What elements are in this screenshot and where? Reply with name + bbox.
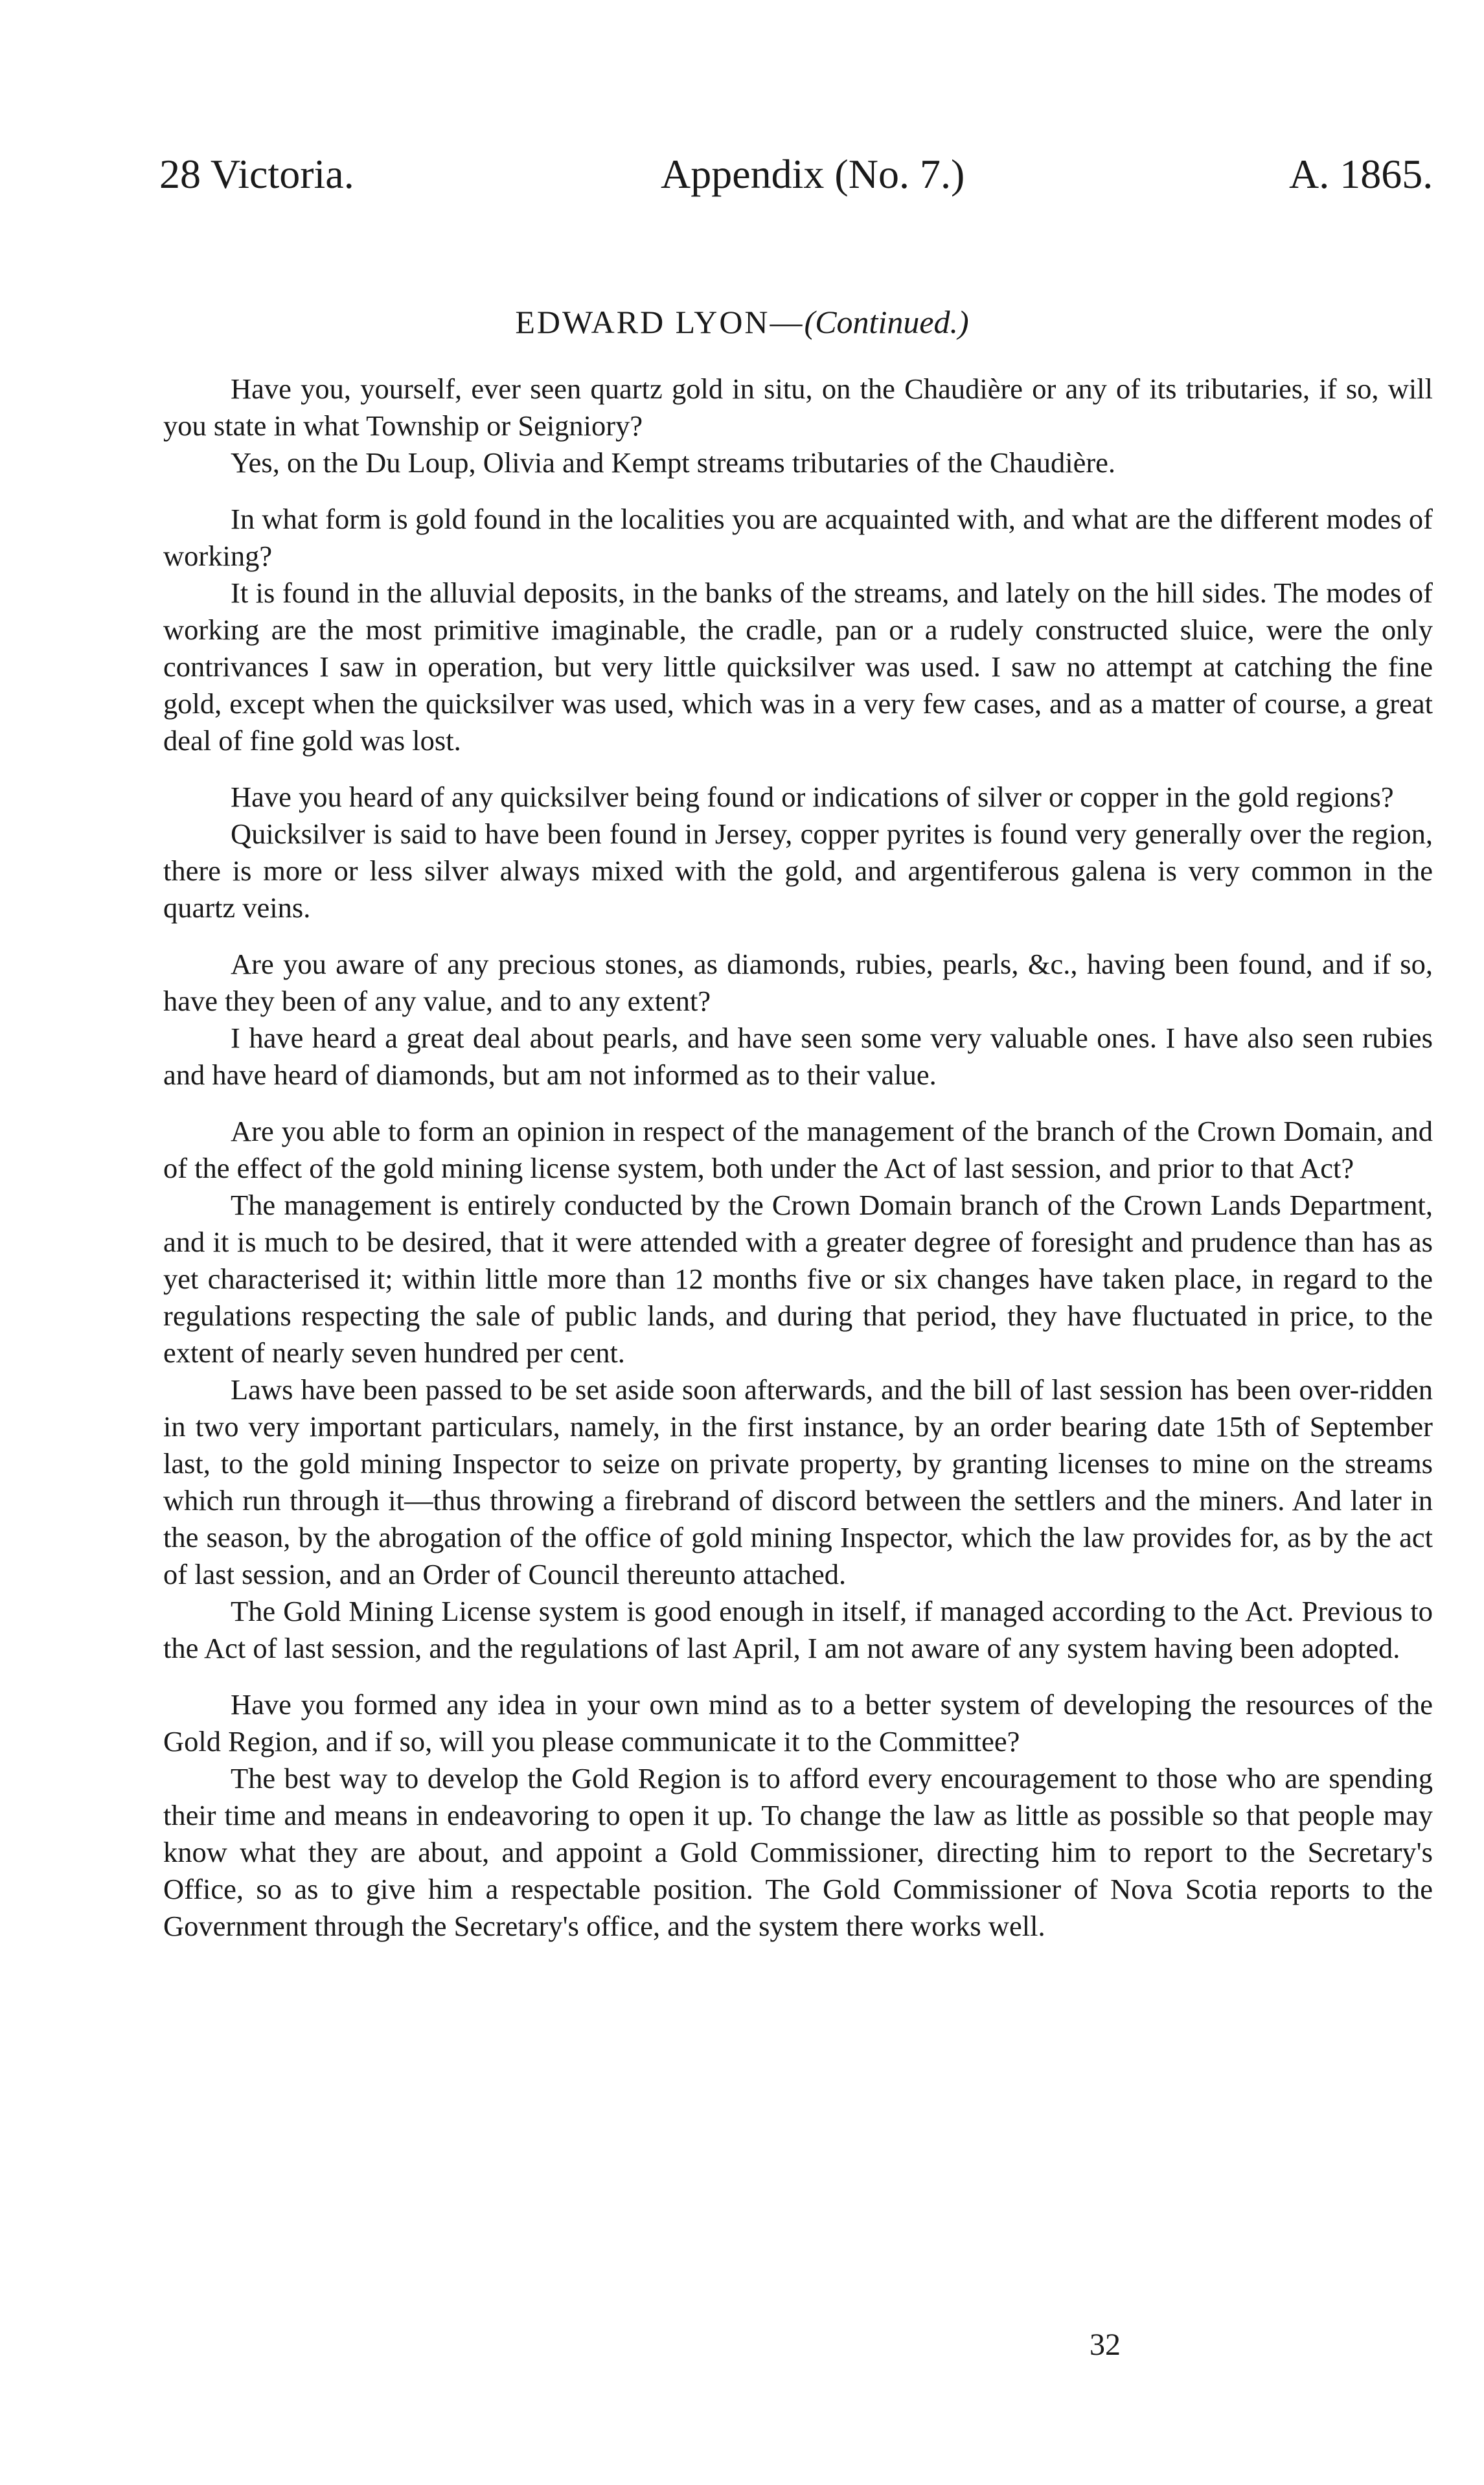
header-appendix: Appendix (No. 7.) (661, 151, 965, 197)
question-paragraph: Are you able to form an opinion in respect of the management of the branch of the Crown Domain, and of the effect of the gold mining license system, both under the Act of last session, and prior to that Act? (163, 1115, 1433, 1184)
answer-paragraph: The Gold Mining License system is good enough in itself, if managed according to the Act. Previous to the Act of last session, and the regulations of last April, I am not aware of any system having been adopted. (163, 1595, 1433, 1664)
question-paragraph: Have you heard of any quicksilver being found or indications of silver or copper in the gold regions? (231, 781, 1394, 813)
running-header (0, 150, 1484, 209)
answer-paragraph: It is found in the alluvial deposits, in the banks of the streams, and lately on the hill sides. The modes of working are the most primitive imaginable, the cradle, pan or a rudely constructed sluice, were the only contrivances I saw in operation, but very little quicksilver was used. I saw no attempt at catching the fine gold, except when the quicksilver was used, which was in a very few cases, and as a matter of course, a great deal of fine gold was lost. (163, 577, 1433, 757)
answer-paragraph: Quicksilver is said to have been found in Jersey, copper pyrites is found very generally over the region, there is more or less silver always mixed with the gold, and argentiferous galena is very common in the quartz veins. (163, 818, 1433, 924)
witness-heading (0, 303, 1484, 341)
header-year: A. 1865. (1289, 151, 1433, 197)
answer-paragraph: Laws have been passed to be set aside soon afterwards, and the bill of last session has been over-ridden in two very important particulars, namely, in the first instance, by an order bearing date 15th of September last, to the gold mining Inspector to seize on private property, by granting licenses to mine on the streams which run through it—thus throwing a firebrand of discord between the settlers and the miners. And later in the season, by the abrogation of the office of gold mining Inspector, which the law provides for, as by the act of last session, and an Order of Council thereunto attached. (163, 1373, 1433, 1590)
page-number: 32 (1090, 2328, 1121, 2362)
answer-paragraph: I have heard a great deal about pearls, and have seen some very valuable ones. I have also seen rubies and have heard of diamonds, but am not informed as to their value. (163, 1022, 1433, 1091)
continued-label: (Continued.) (804, 304, 969, 340)
question-paragraph: In what form is gold found in the localities you are acquainted with, and what are the different modes of working? (163, 503, 1433, 572)
question-paragraph: Have you formed any idea in your own mind as to a better system of developing the resources of the Gold Region, and if so, will you please communicate it to the Committee? (163, 1688, 1433, 1758)
header-session: 28 Victoria. (159, 151, 354, 197)
witness-name: EDWARD LYON— (515, 304, 805, 340)
answer-paragraph: The best way to develop the Gold Region is to afford every encouragement to those who are spending their time and means in endeavoring to open it up. To change the law as little as possible so that people may know what they are about, and appoint a Gold Commissioner, directing him to report to the Secretary's Office, so as to give him a respectable position. The Gold Commissioner of Nova Scotia reports to the Government through the Secretary's office, and the system there works well. (163, 1762, 1433, 1942)
answer-paragraph: Yes, on the Du Loup, Olivia and Kempt streams tributaries of the Chaudière. (231, 446, 1116, 479)
answer-paragraph: The management is entirely conducted by the Crown Domain branch of the Crown Lands Department, and it is much to be desired, that it were attended with a greater degree of foresight and prudence than has as yet characterised it; within little more than 12 months five or six changes have taken place, in regard to the regulations respecting the sale of public lands, and during that period, they have fluctuated in price, to the extent of nearly seven hundred per cent. (163, 1189, 1433, 1369)
question-paragraph: Are you aware of any precious stones, as diamonds, rubies, pearls, &c., having been found, and if so, have they been of any value, and to any extent? (163, 948, 1433, 1017)
testimony-body (163, 371, 1433, 1945)
question-paragraph: Have you, yourself, ever seen quartz gold in situ, on the Chaudière or any of its tributaries, if so, will you state in what Township or Seigniory? (163, 372, 1433, 442)
